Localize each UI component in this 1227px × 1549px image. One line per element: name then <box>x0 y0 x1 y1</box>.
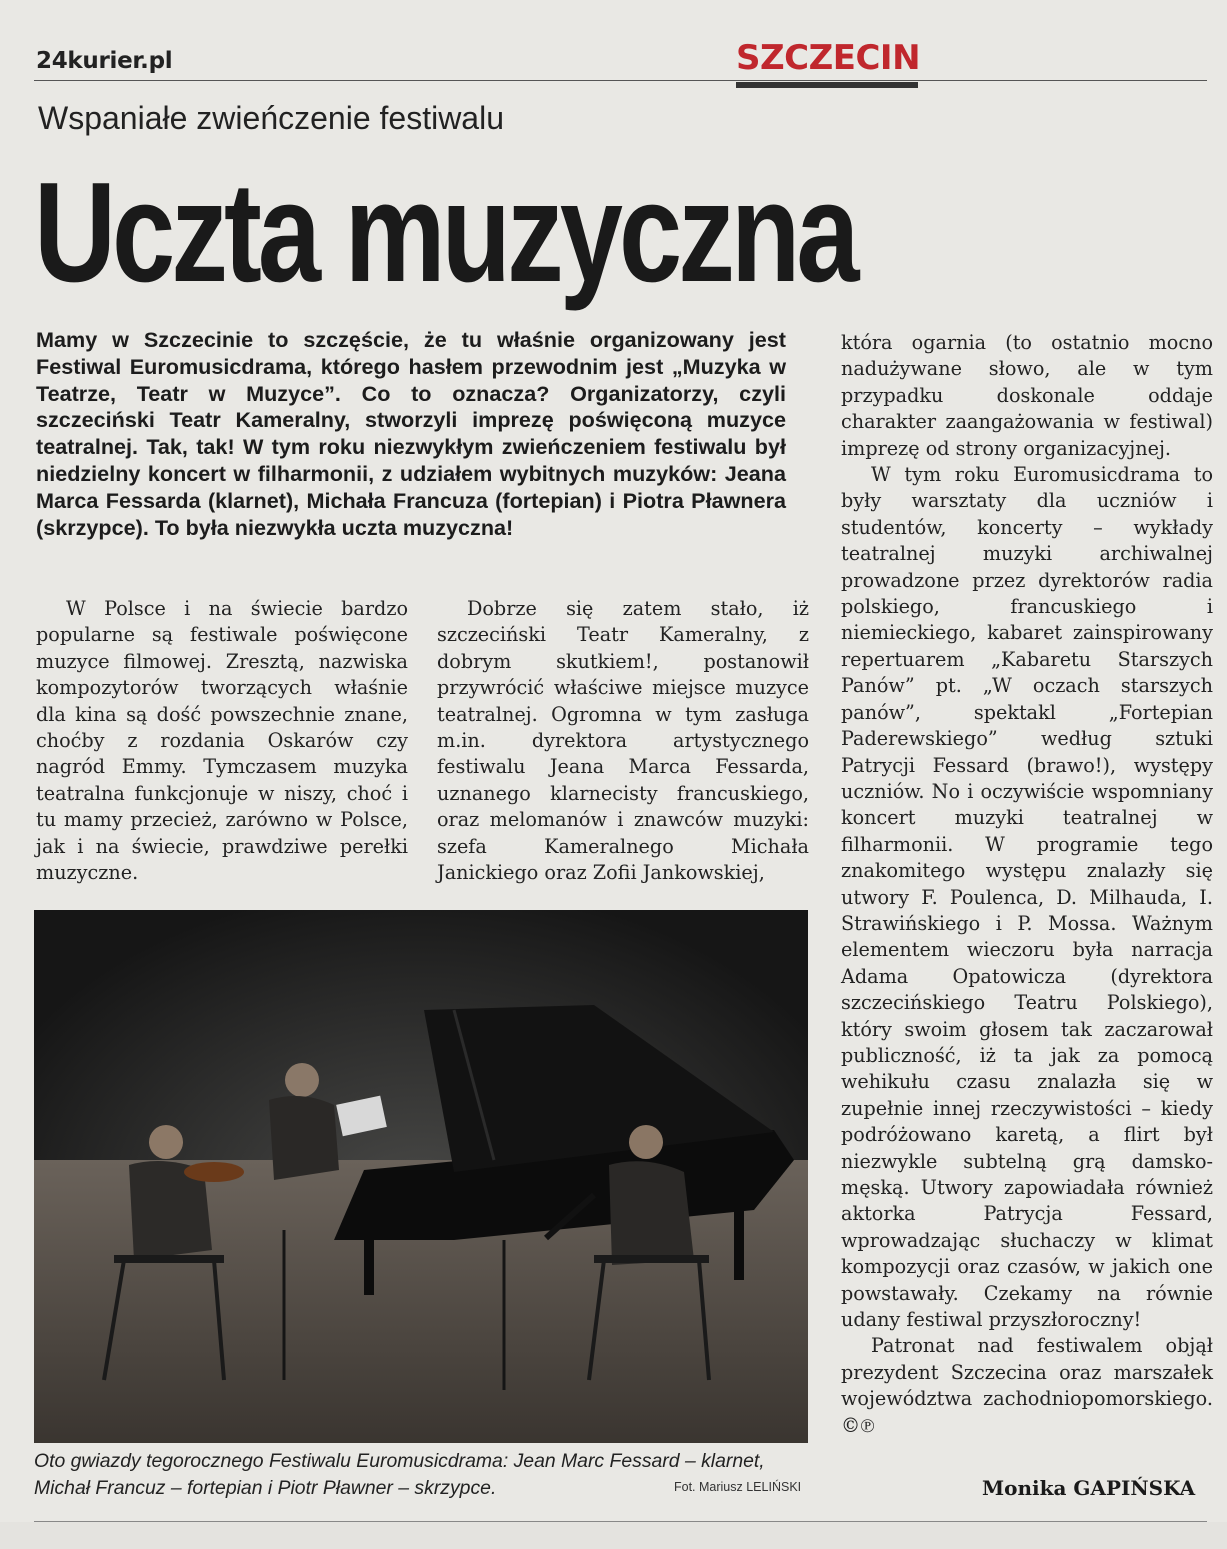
article-author: Monika GAPIŃSKA <box>982 1476 1196 1500</box>
body-paragraph: W tym roku Euromusicdrama to były warsztaty dla uczniów i studentów, koncerty – wykłady teatralnej muzyki archiwalnej prowadzone przez dyrektorów radia polskiego, francuskiego i niemieckiego, kabaret zainspirowany repertuarem „Kabaretu Starszych Panów” pt. „W oczach starszych panów”, spektakl „Fortepian Paderewskiego” według sztuki Patrycji Fessard (brawo!), występy uczniów. No i oczywiście wspomniany koncert muzyki teatralnej w filharmonii. W programie tego znakomitego występu znalazły się utwory F. Poulenca, D. Milhauda, I. Strawińskiego i P. Mossa. Ważnym elementem wieczoru była narracja Adama Opatowicza (dyrektora szczecińskiego Teatru Polskiego), który swoim głosem tak zaczarował publiczność, iż ta jak za pomocą wehikułu czasu znalazła się w zupełnie innej rzeczywistości – kiedy podróżowano karetą, a flirt był niezwykle subtelną grą damsko-męską. Utwory zapowiadała również aktorka Patrycja Fessard, wprowadzając słuchaczy w klimat kompozycji oraz czasów, w jakich one powstawały. Czekamy na równie udany festiwal przyszłoroczny! <box>841 463 1213 1332</box>
article-kicker: Wspaniałe zwieńczenie festiwalu <box>38 100 504 136</box>
article-column-3 <box>841 330 1213 1439</box>
body-paragraph: która ogarnia (to ostatnio mocno nadużywane słowo, ale w tym przypadku doskonale oddaje charakter zaangażowania w festiwal) imprezę od strony organizacyjnej. <box>841 331 1213 460</box>
body-paragraph: W Polsce i na świecie bardzo popularne są festiwale poświęcone muzyce filmowej. Zresztą, nazwiska kompozytorów tworzących właśnie dla kina są dość powszechnie znane, choćby z rozdania Oskarów czy nagród Emmy. Tymczasem muzyka teatralna funkcjonuje w niszy, choć i tu mamy przecież, zarówno w Polsce, jak i na świecie, prawdziwe perełki muzyczne. <box>36 597 408 885</box>
body-paragraph: Patronat nad festiwalem objął prezydent Szczecina oraz marszałek województwa zachodniopomorskiego. ©℗ <box>841 1334 1213 1437</box>
publication-domain: 24kurier.pl <box>36 48 173 74</box>
header-rule <box>34 80 1207 81</box>
article-column-1 <box>36 596 408 886</box>
section-underline <box>736 82 918 88</box>
article-column-2 <box>437 596 809 886</box>
article-lead: Mamy w Szczecinie to szczęście, że tu właśnie organizowany jest Festiwal Euromusicdrama, którego hasłem przewodnim jest „Muzyka w Teatrze, Teatr w Muzyce”. Co to oznacza? Organizatorzy, czyli szczeciński Teatr Kameralny, stworzyli imprezę poświęconą muzyce teatralnej. Tak, tak! W tym roku niezwykłym zwieńczeniem festiwalu był niedzielny koncert w filharmonii, z udziałem wybitnych muzyków: Jeana Marca Fessarda (klarnet), Michała Francuza (fortepian) i Piotra Pławnera (skrzypce). To była niezwykła uczta muzyczna! <box>36 327 786 540</box>
bleed-strip <box>0 1522 1227 1549</box>
concert-photo-illustration <box>34 910 808 1443</box>
body-paragraph: Dobrze się zatem stało, iż szczeciński Teatr Kameralny, z dobrym skutkiem!, postanowił przywrócić właściwe miejsce muzyce teatralnej. Ogromna w tym zasługa m.in. dyrektora artystycznego festiwalu Jeana Marca Fessarda, uznanego klarnecisty francuskiego, oraz melomanów i znawców muzyki: szefa Kameralnego Michała Janickiego oraz Zofii Jankowskiej, <box>437 597 809 885</box>
photo-credit: Fot. Mariusz LELIŃSKI <box>674 1480 802 1494</box>
concert-photo <box>34 910 808 1443</box>
section-name: SZCZECIN <box>736 38 921 78</box>
photo-caption: Oto gwiazdy tegorocznego Festiwalu Euromusicdrama: Jean Marc Fessard – klarnet, Michał Francuz – fortepian i Piotr Pławner – skrzypce. <box>34 1450 765 1499</box>
article-headline: Uczta muzyczna <box>34 153 856 312</box>
